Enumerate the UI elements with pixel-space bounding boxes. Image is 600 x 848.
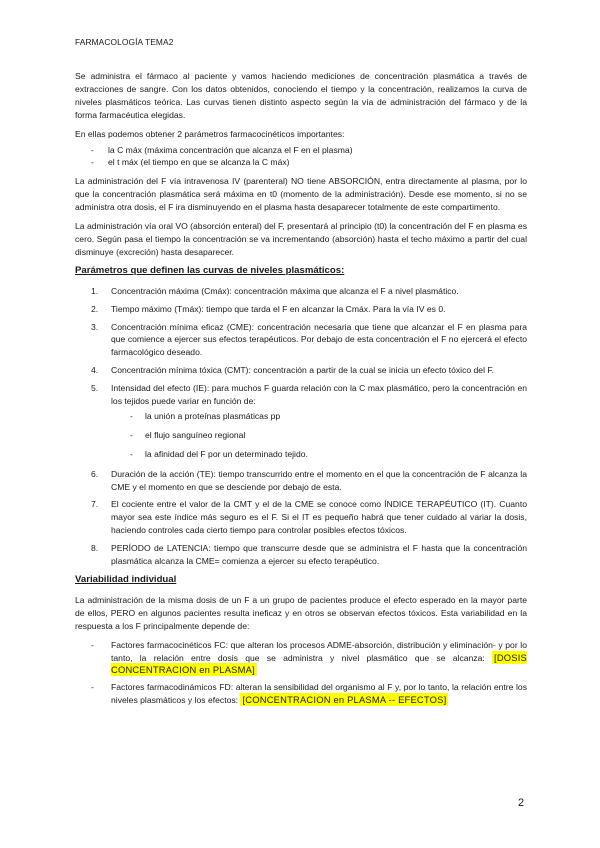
sub-bullet: - el flujo sanguíneo regional (130, 429, 246, 440)
section-heading-variability: Variabilidad individual (75, 574, 177, 585)
page-number: 2 (518, 797, 525, 809)
intro-lead: En ellas podemos obtener 2 parámetros farmacocinéticos importantes: (75, 128, 345, 139)
page-content (75, 70, 527, 711)
parameters-list (75, 285, 527, 568)
list-item: 4. Concentración mínima tóxica (CMT): concentración a partir de la cual se inicia un efecto tóxico del F. (91, 365, 495, 376)
list-item: 5. Intensidad del efecto (IE): para muchos F guarda relación con la C max plasmático, pero la concentración en los tejidos puede variar en función de: (91, 383, 527, 407)
list-item: 8. PERÍODO de LATENCIA: tiempo que transcurre desde que se administra el F hasta que la concentración plasmática alcanza la CME= comienza a ejercer su efecto terapéutico. (91, 543, 527, 567)
intro-bullet: - el t máx (el tiempo en que se alcanza la C máx) (91, 157, 290, 168)
bullet-marker: - (91, 157, 94, 168)
page-header: FARMACOLOGÍA TEMA2 (75, 37, 174, 47)
section-heading-parameters: Parámetros que definen las curvas de niveles plasmáticos: (75, 264, 345, 276)
intro-paragraph: Se administra el fármaco al paciente y vamos haciendo mediciones de concentración plasmática a través de extracciones de sangre. Con los datos obtenidos, conociendo el tiempo y la concentración, realizamos la curva de niveles plasmáticos teórica. Las curvas tienen distinto aspecto según la vía de administración del fármaco y de la forma farmacéutica elegidas. (75, 71, 527, 120)
factor-item: - Factores farmacodinámicos FD: alteran la sensibilidad del organismo al F y, por lo tanto, la relación entre los niveles plasmáticos y los efectos: [CONCENTRACION en PLASMA -- EFECTOS] (91, 682, 527, 706)
list-item: 7. El cociente entre el valor de la CMT y el de la CME se conoce como ÍNDICE TERAPÉUTICO (IT). Cuanto mayor sea este índice más seguro es el F. Si el IT es pequeño habrá que tener cuidado al variar la dosis, haciendo controles cada cierto tiempo para controlar posibles efectos tóxicos. (91, 499, 527, 536)
bullet-marker: - (91, 639, 94, 650)
bullet-marker: - (130, 410, 133, 421)
highlight-concentracion-efectos: [CONCENTRACION en PLASMA -- EFECTOS] (242, 694, 447, 706)
list-item: 3. Concentración mínima eficaz (CME): concentración necesaria que tiene que alcanzar el F en plasma para que comience a ejercer sus efectos terapéuticos. Por debajo de esta concentración el F no ejercerá el efecto farmacológico deseado. (91, 321, 527, 358)
list-item: 6. Duración de la acción (TE): tiempo transcurrido entre el momento en el que la concentración de F alcanza la CME y el momento en que se desciende por debajo de esta. (91, 468, 527, 492)
list-item: 2. Tiempo máximo (Tmáx): tiempo que tarda el F en alcanzar la Cmáx. Para la vía IV es 0. (91, 303, 446, 314)
bullet-marker: - (130, 448, 133, 459)
highlight-dosis-concentracion: [DOSIS CONCENTRACION en PLASMA] (111, 651, 528, 676)
variability-paragraph: La administración de la misma dosis de un F a un grupo de pacientes produce el efecto esperado en la mayor parte de ellos, PERO en algunos pacientes resulta ineficaz y en otros se observan efectos tóxicos. Esta variabilidad en la respuesta a los F principalmente depende de: (75, 594, 527, 631)
factor-item: - Factores farmacocinéticos FC: que alteran los procesos ADME-absorción, distribución y eliminación- y por lo tanto, la relación entre dosis que se administra y nivel plasmático que se alcanza: [DOSIS CONCENTRACION en PLASMA] (91, 639, 528, 676)
iv-paragraph: La administración del F vía intravenosa IV (parenteral) NO tiene ABSORCIÓN, entra directamente al plasma, por lo que la concentración plasmática será máxima en t0 (momento de la administración). Desde ese momento, si no se administra otra dosis, el F ira disminuyendo en el plasma hasta desaparecer totalmente de este compartimento. (75, 176, 527, 213)
intro-bullet: - la C máx (máxima concentración que alcanza el F en el plasma) (91, 144, 353, 155)
bullet-marker: - (91, 144, 94, 155)
bullet-marker: - (130, 429, 133, 440)
sub-bullet: - la unión a proteínas plasmáticas pp (130, 410, 281, 421)
list-item: 1. Concentración máxima (Cmáx): concentración máxima que alcanza el F a nivel plasmático. (91, 285, 459, 296)
bullet-marker: - (91, 682, 94, 693)
vo-paragraph: La administración vía oral VO (absorción enteral) del F, presentará al principio (t0) la concentración del F en plasma es cero. Según pasa el tiempo la concentración se va incrementando (absorción) hasta el techo máximo a partir del cual disminuye (excreción) hasta desaparecer. (75, 221, 527, 257)
sub-bullet: - la afinidad del F por un determinado tejido. (130, 448, 308, 459)
